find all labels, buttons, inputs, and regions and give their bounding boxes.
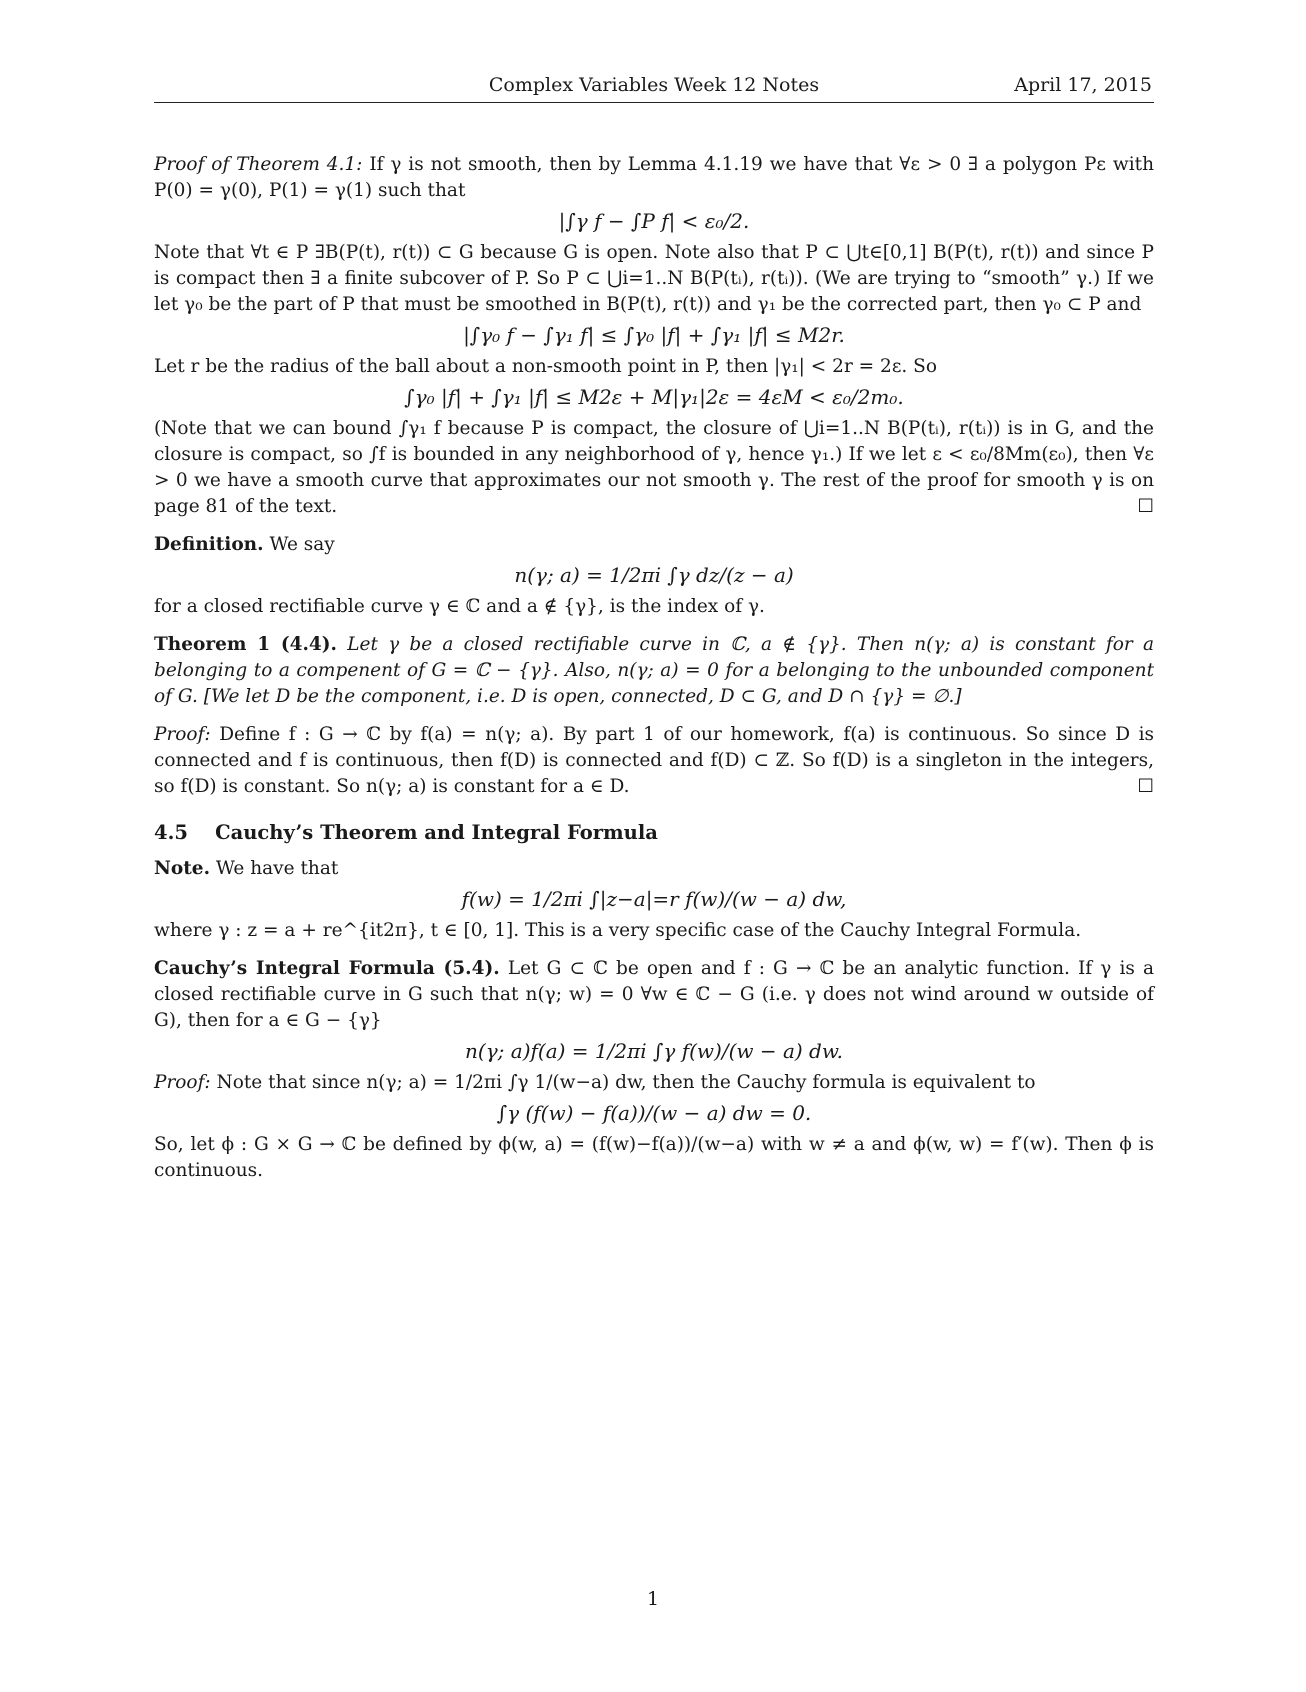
proof-label-2: Proof: bbox=[154, 724, 211, 745]
definition-equation: n(γ; a) = 1/2πi ∫γ dz/(z − a) bbox=[514, 563, 794, 587]
equation-2: |∫γ₀ f − ∫γ₁ f| ≤ ∫γ₀ |f| + ∫γ₁ |f| ≤ M2r. bbox=[463, 323, 845, 347]
section-title: Cauchy’s Theorem and Integral Formula bbox=[215, 821, 658, 844]
proof-paragraph-4 bbox=[154, 416, 1154, 520]
header-date: April 17, 2015 bbox=[1014, 74, 1152, 96]
note-paragraph bbox=[154, 856, 1154, 882]
proof-cauchy-text-2: So, let ϕ : G × G → ℂ be defined by ϕ(w, a) = (f(w)−f(a))/(w−a) with w ≠ a and ϕ(w, w) = f′(w). Then ϕ is continuous. bbox=[154, 1134, 1154, 1181]
proof-cauchy-paragraph bbox=[154, 1070, 1154, 1096]
proof-body-2: Define f : G → ℂ by f(a) = n(γ; a). By part 1 of our homework, f(a) is continuous. So since D is connected and f is continuous, then f(D) is connected and f(D) ⊂ ℤ. So f(D) is a singleton in the integers, so f(D) is constant. So n(γ; a) is constant for a ∈ D. bbox=[154, 724, 1154, 797]
definition-paragraph bbox=[154, 532, 1154, 558]
cauchy-formula-body: Let G ⊂ ℂ be open and f : G → ℂ be an analytic function. If γ is a closed rectifiable curve in G such that n(γ; w) = 0 ∀w ∈ ℂ − G (i.e. γ does not wind around w outside of G), then for a ∈ G − {γ} bbox=[154, 958, 1155, 1031]
cauchy-formula-label: Cauchy’s Integral Formula (5.4). bbox=[154, 958, 500, 979]
cauchy-equation: n(γ; a)f(a) = 1/2πi ∫γ f(w)/(w − a) dw. bbox=[465, 1039, 843, 1063]
header-title: Complex Variables Week 12 Notes bbox=[488, 74, 820, 96]
page-number: 1 bbox=[646, 1588, 660, 1610]
proof-label-3: Proof: bbox=[154, 1072, 211, 1093]
proof-text-4: (Note that we can bound ∫γ₁ f because P is compact, the closure of ⋃i=1..N B(P(tᵢ), r(tᵢ)) is in G, and the closure is compact, so ∫f is bounded in any neighborhood of γ, hence γ₁.) If we let ε < ε₀/8Mm(ε₀), then ∀ε > 0 we have a smooth curve that approximates our not smooth γ. The rest of the proof for smooth γ is on page 81 of the text. bbox=[154, 418, 1154, 517]
note-label: Note. bbox=[154, 858, 211, 879]
main-content bbox=[154, 152, 1154, 1184]
proof-cauchy-equation: ∫γ (f(w) − f(a))/(w − a) dw = 0. bbox=[496, 1101, 812, 1125]
proof-cauchy-text-1: Note that since n(γ; a) = 1/2πi ∫γ 1/(w−a) dw, then the Cauchy formula is equivalent to bbox=[216, 1072, 1036, 1093]
running-header bbox=[154, 74, 1154, 103]
qed-box-icon: ☐ bbox=[1137, 496, 1154, 517]
definition-tail: for a closed rectifiable curve γ ∈ ℂ and a ∉ {γ}, is the index of γ. bbox=[154, 596, 765, 617]
proof-paragraph-2: Note that ∀t ∈ P ∃B(P(t), r(t)) ⊂ G because G is open. Note also that P ⊂ ⋃t∈[0,1] B(P(t), r(t)) and since P is compact then ∃ a finite subcover of P. So P ⊂ ⋃i=1..N B(P(tᵢ), r(tᵢ)). (We are trying to “smooth” γ.) If we let γ₀ be the part of P that must be smoothed in B(P(t), r(t)) and γ₁ be the corrected part, then γ₀ ⊂ P and bbox=[154, 242, 1154, 315]
proof-label: Proof of Theorem 4.1: bbox=[154, 154, 363, 175]
proof-theorem-1-paragraph bbox=[154, 722, 1154, 800]
section-number: 4.5 bbox=[154, 821, 188, 844]
theorem-1-label: Theorem 1 (4.4). bbox=[154, 634, 337, 655]
note-equation: f(w) = 1/2πi ∫|z−a|=r f(w)/(w − a) dw, bbox=[461, 887, 847, 911]
qed-box-icon-2: ☐ bbox=[1137, 776, 1154, 797]
cauchy-formula-paragraph bbox=[154, 956, 1154, 1034]
proof-paragraph-3: Let r be the radius of the ball about a non-smooth point in P, then |γ₁| < 2r = 2ε. So bbox=[154, 356, 937, 377]
note-tail: where γ : z = a + re^{it2π}, t ∈ [0, 1]. This is a very specific case of the Cauchy Integral Formula. bbox=[154, 920, 1082, 941]
equation-3: ∫γ₀ |f| + ∫γ₁ |f| ≤ M2ε + M|γ₁|2ε = 4εM < ε₀/2m₀. bbox=[404, 385, 904, 409]
definition-intro: We say bbox=[269, 534, 335, 555]
theorem-1-body: Let γ be a closed rectifiable curve in ℂ, a ∉ {γ}. Then n(γ; a) is constant for a belonging to a compenent of G = ℂ − {γ}. Also, n(γ; a) = 0 for a belonging to the unbounded component of G. [We let D be the component, i.e. D is open, connected, D ⊂ G, and D ∩ {γ} = ∅.] bbox=[154, 634, 1155, 707]
proof-theorem-4-1-paragraph bbox=[154, 152, 1154, 204]
theorem-1-paragraph bbox=[154, 632, 1154, 710]
note-intro: We have that bbox=[215, 858, 339, 879]
definition-label: Definition. bbox=[154, 534, 264, 555]
equation-1: |∫γ f − ∫P f| < ε₀/2. bbox=[558, 209, 750, 233]
section-heading bbox=[154, 820, 1154, 846]
proof-text: If γ is not smooth, then by Lemma 4.1.19 we have that ∀ε > 0 ∃ a polygon Pε with P(0) = γ(0), P(1) = γ(1) such that bbox=[154, 154, 1155, 201]
